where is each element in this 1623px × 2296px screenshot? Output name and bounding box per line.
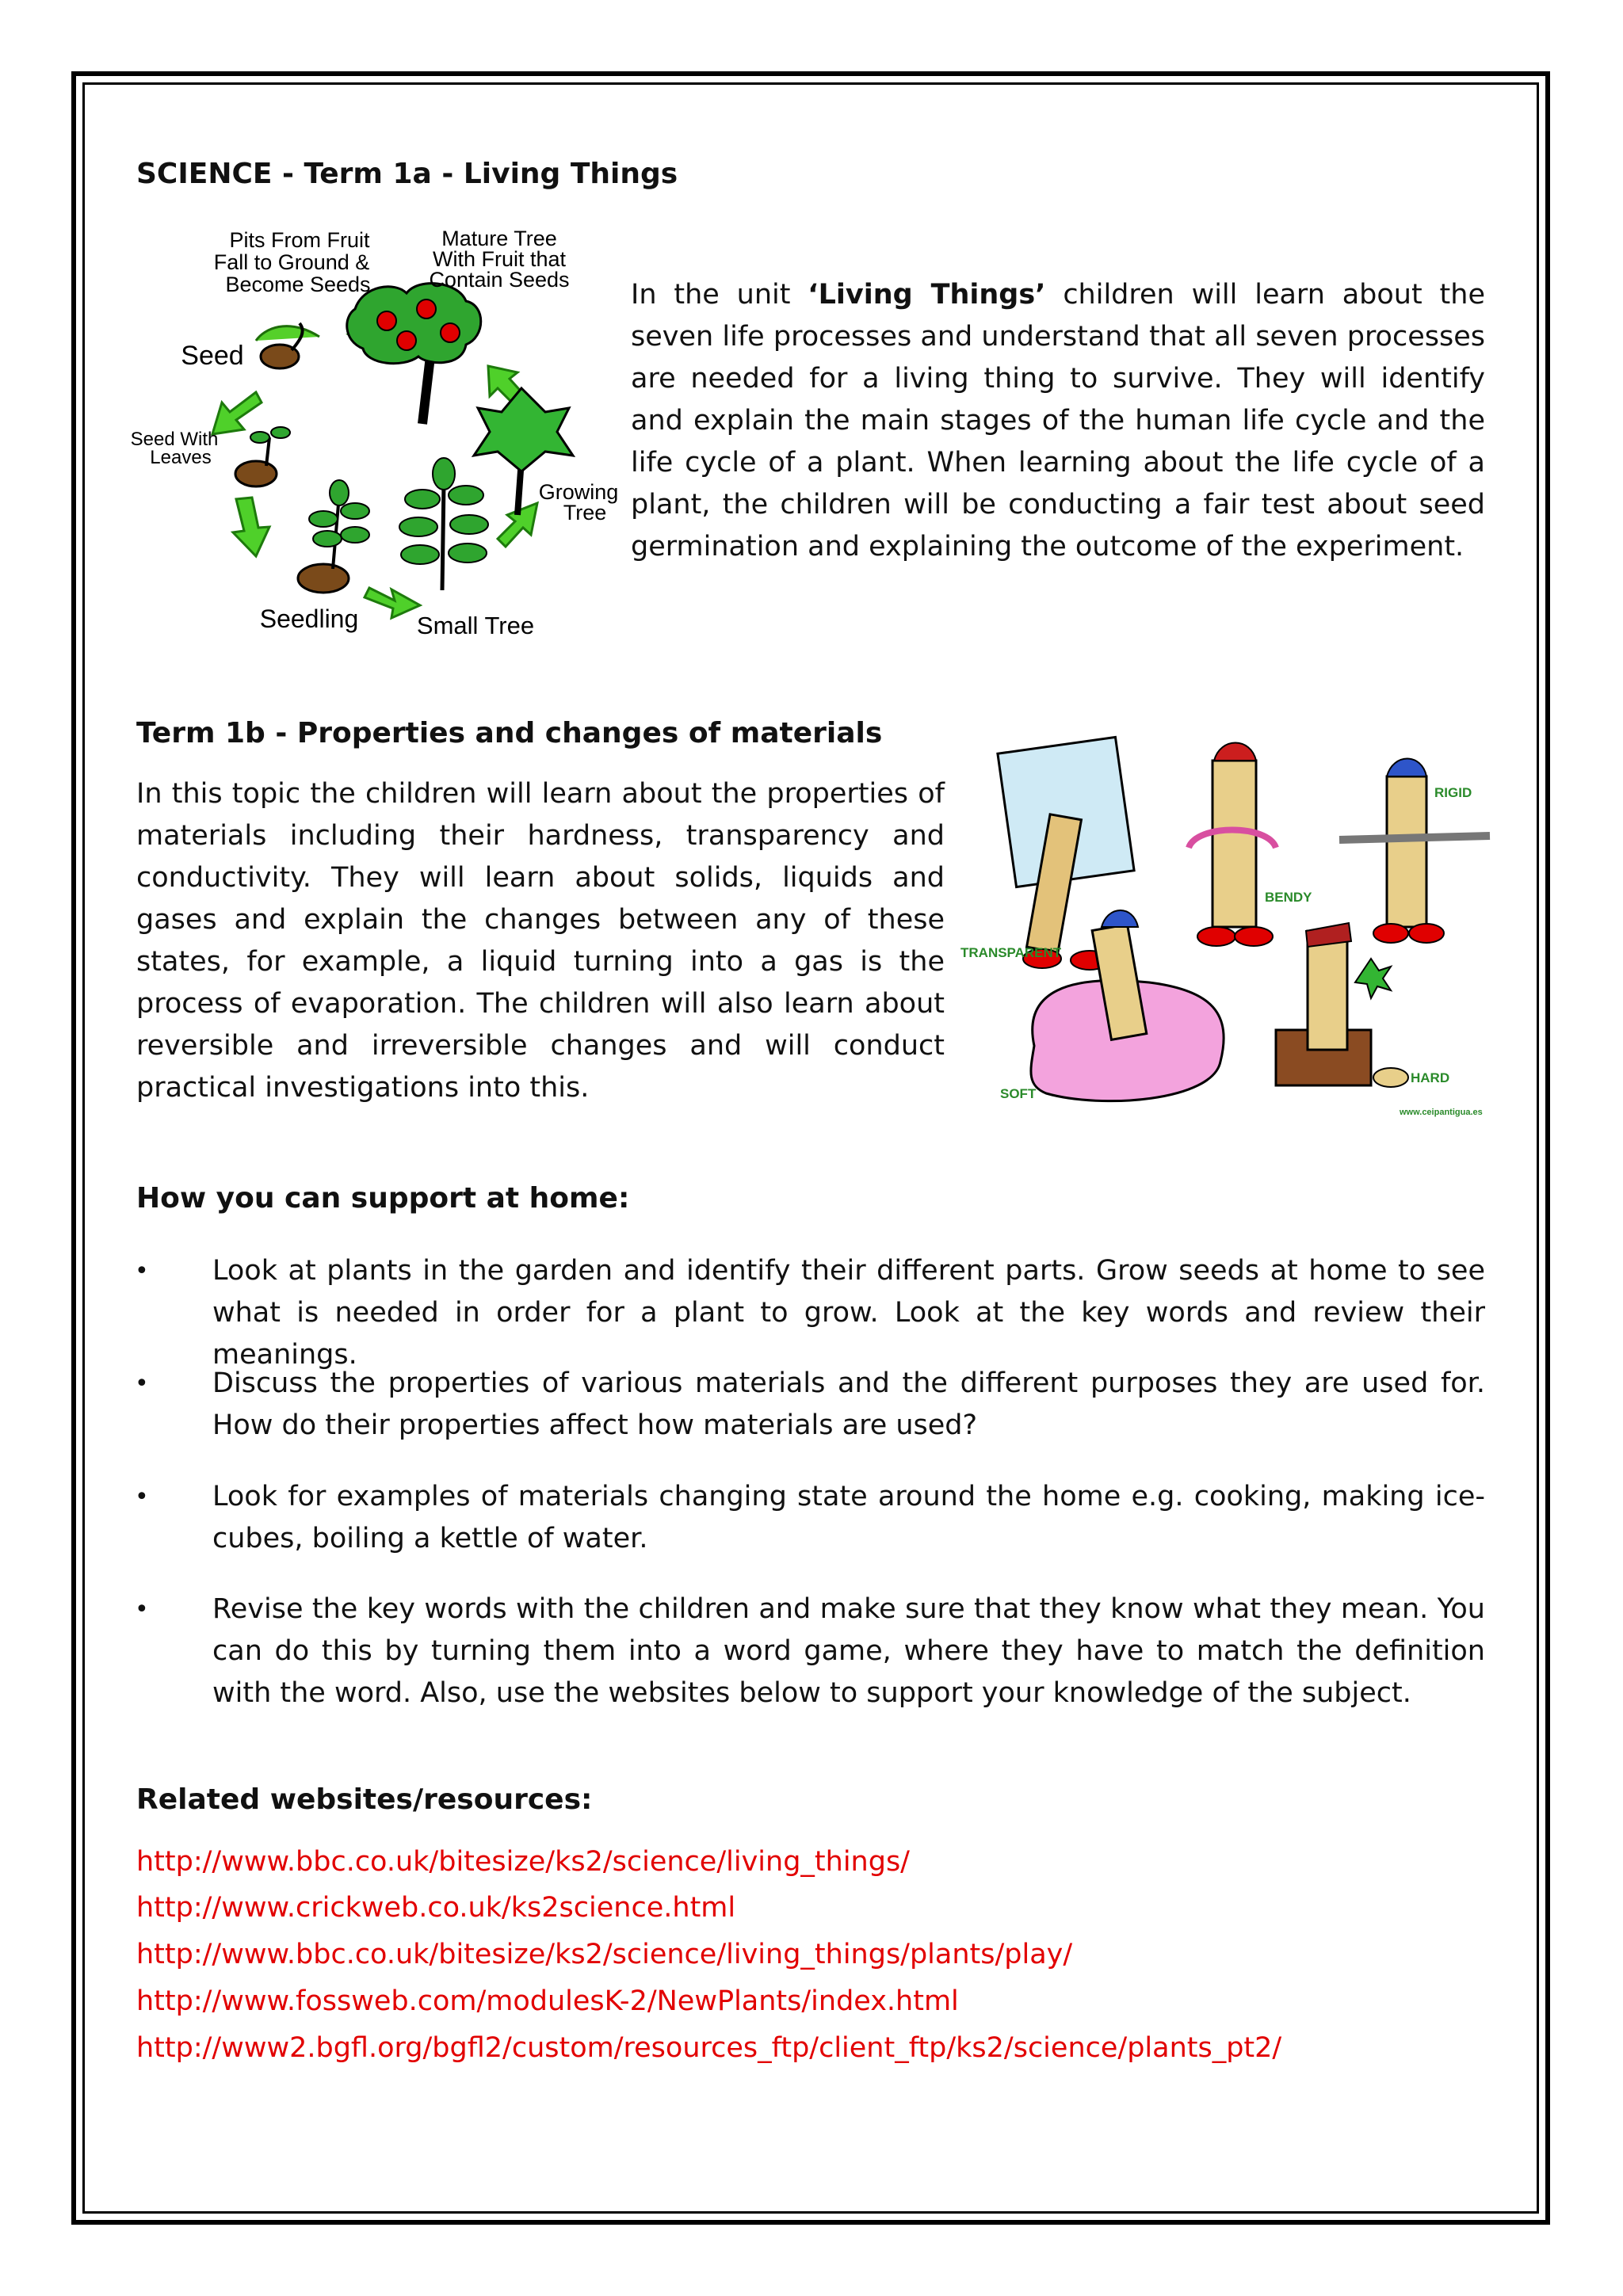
label-growing-1: Growing [538,480,619,504]
label-rigid: RIGID [1434,785,1472,800]
label-pits-3: Become Seeds [225,273,371,296]
bullet-marker: • [135,1257,149,1285]
materials-properties-illustration [959,729,1498,1125]
intro-prefix: In the unit [631,279,808,311]
resource-link-fossweb[interactable]: http://www.fossweb.com/modulesK-2/NewPlants/index.html [136,1985,959,2017]
section1-title: SCIENCE - Term 1a - Living Things [136,158,678,190]
label-transparent: TRANSPARENT [960,945,1062,960]
label-bendy: BENDY [1265,890,1312,905]
bullet-item: Revise the key words with the children and make sure that they know what they mean. You can do this by turning them into a word game, where they have to match the definition with the word. Also, use the websites below to support your knowledge of the subject. [212,1593,1485,1709]
bullet-item: Look for examples of materials changing state around the home e.g. cooking, making ice-cubes, boiling a kettle of water. [212,1481,1485,1554]
bullet-marker: • [135,1370,149,1398]
bendy-character-icon [1189,743,1276,947]
label-pits-2: Fall to Ground & [213,250,370,274]
bullet-marker: • [135,1596,149,1623]
section4-title: Related websites/resources: [136,1783,593,1816]
label-hard: HARD [1411,1070,1450,1085]
intro-body: children will learn about the seven life processes and understand that all seven processes are needed for a living thing to survive. They will identify and explain the main stages of the human life cycle and the life cycle of a plant. When learning about the life cycle of a plant, the children will be conducting a fair test about seed germination and explaining the outcome of the experiment. [631,279,1485,563]
label-credit: www.ceipantigua.es [1400,1108,1483,1117]
seed-with-leaves-icon [235,427,290,486]
arrow-1 [212,392,262,434]
label-mature-1: Mature Tree [441,227,557,250]
label-small-tree: Small Tree [416,612,535,639]
intro-unit-name: ‘Living Things’ [808,279,1046,311]
mature-tree-icon [347,284,481,424]
label-seed-leaves-2: Leaves [150,447,212,468]
arrow-3 [365,588,420,618]
bullet-item: Look at plants in the garden and identify their different parts. Grow seeds at home to see what is needed in order for a plant to grow. Look at the key words and review their meanings. [212,1255,1485,1371]
label-soft: SOFT [1000,1086,1037,1101]
section1-intro [631,274,1485,568]
section2-body: In this topic the children will learn about the properties of materials including their hardness, transparency and conductivity. They will learn about solids, liquids and gases and explain the changes between any of these states, for example, a liquid turning into a gas is the process of evaporation. The children will also learn about reversible and irreversible changes and will conduct practical investigations into this. [136,778,945,1104]
seedling-icon [298,480,369,593]
label-seedling: Seedling [259,605,359,633]
label-growing-2: Tree [563,501,607,524]
label-mature-3: Contain Seeds [429,268,570,292]
section2-title: Term 1b - Properties and changes of materials [136,717,883,749]
label-seed: Seed [181,341,244,371]
bullet-item: Discuss the properties of various materials and the different purposes they are used for. How do their properties affect how materials are used? [212,1367,1485,1441]
label-seed-leaves-1: Seed With [130,429,219,450]
resource-link-bbc-plants-play[interactable]: http://www.bbc.co.uk/bitesize/ks2/science/living_things/plants/play/ [136,1939,1073,1970]
small-tree-icon [399,458,488,590]
hard-character-icon [1276,923,1408,1087]
resource-link-bgfl[interactable]: http://www2.bgfl.org/bgfl2/custom/resources_ftp/client_ftp/ks2/science/plants_pt2/ [136,2032,1282,2064]
plant-life-cycle-diagram [125,222,632,650]
arrow-2 [233,498,269,556]
section3-title: How you can support at home: [136,1182,630,1215]
resource-link-bbc-living-things[interactable]: http://www.bbc.co.uk/bitesize/ks2/science/living_things/ [136,1846,910,1878]
label-mature-2: With Fruit that [432,247,567,271]
resource-link-crickweb[interactable]: http://www.crickweb.co.uk/ks2science.html [136,1892,736,1924]
bullet-marker: • [135,1483,149,1511]
label-pits-1: Pits From Fruit [229,228,370,252]
